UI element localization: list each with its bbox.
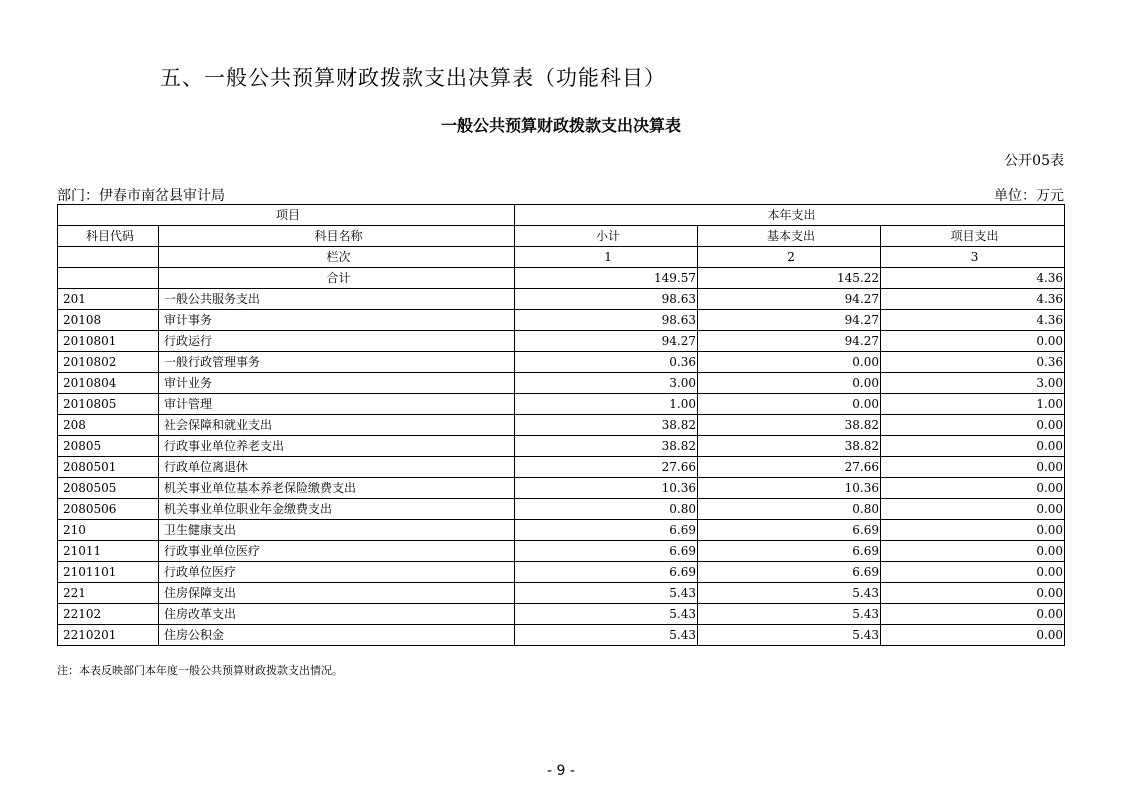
row-subtotal: 5.43 <box>515 583 698 604</box>
column-index-3: 3 <box>881 247 1065 268</box>
row-code: 221 <box>58 583 159 604</box>
row-basic: 0.00 <box>698 352 881 373</box>
row-subtotal: 94.27 <box>515 331 698 352</box>
total-empty-cell <box>58 268 159 289</box>
table-row <box>58 415 1065 436</box>
row-code: 2210201 <box>58 625 159 646</box>
row-basic: 27.66 <box>698 457 881 478</box>
row-basic: 5.43 <box>698 583 881 604</box>
index-empty-cell <box>58 247 159 268</box>
total-row <box>58 268 1065 289</box>
row-project: 0.00 <box>881 562 1065 583</box>
row-name: 社会保障和就业支出 <box>159 415 515 436</box>
column-header-name: 科目名称 <box>159 226 515 247</box>
row-code: 208 <box>58 415 159 436</box>
row-basic: 5.43 <box>698 625 881 646</box>
department-label: 部门：伊春市南岔县审计局 <box>57 188 225 204</box>
row-basic: 38.82 <box>698 415 881 436</box>
row-subtotal: 98.63 <box>515 310 698 331</box>
total-project: 4.36 <box>881 268 1065 289</box>
row-basic: 0.00 <box>698 373 881 394</box>
form-code: 公开05表 <box>1004 153 1064 169</box>
row-code: 2080505 <box>58 478 159 499</box>
row-code: 2101101 <box>58 562 159 583</box>
table-row <box>58 499 1065 520</box>
footnote: 注：本表反映部门本年度一般公共预算财政拨款支出情况。 <box>57 664 343 677</box>
row-basic: 94.27 <box>698 331 881 352</box>
row-project: 3.00 <box>881 373 1065 394</box>
row-project: 0.36 <box>881 352 1065 373</box>
unit-label: 单位：万元 <box>994 188 1064 204</box>
row-name: 机关事业单位职业年金缴费支出 <box>159 499 515 520</box>
row-basic: 94.27 <box>698 289 881 310</box>
row-subtotal: 6.69 <box>515 541 698 562</box>
row-name: 行政单位医疗 <box>159 562 515 583</box>
total-basic: 145.22 <box>698 268 881 289</box>
row-basic: 0.00 <box>698 394 881 415</box>
row-subtotal: 6.69 <box>515 520 698 541</box>
table-row <box>58 289 1065 310</box>
row-project: 0.00 <box>881 499 1065 520</box>
row-code: 2080506 <box>58 499 159 520</box>
row-name: 行政事业单位养老支出 <box>159 436 515 457</box>
row-subtotal: 5.43 <box>515 604 698 625</box>
row-code: 2010804 <box>58 373 159 394</box>
total-label: 合计 <box>159 268 515 289</box>
row-subtotal: 10.36 <box>515 478 698 499</box>
row-code: 2010801 <box>58 331 159 352</box>
table-row <box>58 352 1065 373</box>
row-project: 0.00 <box>881 457 1065 478</box>
row-subtotal: 6.69 <box>515 562 698 583</box>
column-header-subtotal: 小计 <box>515 226 698 247</box>
row-code: 20108 <box>58 310 159 331</box>
row-basic: 10.36 <box>698 478 881 499</box>
table-row <box>58 436 1065 457</box>
row-basic: 38.82 <box>698 436 881 457</box>
column-index-2: 2 <box>698 247 881 268</box>
row-name: 行政事业单位医疗 <box>159 541 515 562</box>
row-code: 2080501 <box>58 457 159 478</box>
table-row <box>58 310 1065 331</box>
row-basic: 6.69 <box>698 562 881 583</box>
row-project: 0.00 <box>881 478 1065 499</box>
row-project: 0.00 <box>881 625 1065 646</box>
table-row <box>58 457 1065 478</box>
row-project: 0.00 <box>881 436 1065 457</box>
table-row <box>58 331 1065 352</box>
row-name: 住房公积金 <box>159 625 515 646</box>
row-code: 22102 <box>58 604 159 625</box>
row-name: 住房改革支出 <box>159 604 515 625</box>
row-subtotal: 0.80 <box>515 499 698 520</box>
row-name: 机关事业单位基本养老保险缴费支出 <box>159 478 515 499</box>
table-row <box>58 478 1065 499</box>
page-heading: 五、一般公共预算财政拨款支出决算表（功能科目） <box>160 66 666 90</box>
row-name: 一般行政管理事务 <box>159 352 515 373</box>
table-row <box>58 583 1065 604</box>
row-code: 2010805 <box>58 394 159 415</box>
table-row <box>58 373 1065 394</box>
row-project: 0.00 <box>881 415 1065 436</box>
row-basic: 6.69 <box>698 541 881 562</box>
header-row-group <box>58 205 1065 226</box>
row-code: 21011 <box>58 541 159 562</box>
table-row <box>58 541 1065 562</box>
row-name: 行政运行 <box>159 331 515 352</box>
row-name: 一般公共服务支出 <box>159 289 515 310</box>
row-subtotal: 38.82 <box>515 436 698 457</box>
table-row <box>58 394 1065 415</box>
row-name: 行政单位离退休 <box>159 457 515 478</box>
row-name: 审计管理 <box>159 394 515 415</box>
row-project: 0.00 <box>881 604 1065 625</box>
header-current-year: 本年支出 <box>515 205 1065 226</box>
row-code: 2010802 <box>58 352 159 373</box>
row-name: 审计业务 <box>159 373 515 394</box>
header-item: 项目 <box>58 205 515 226</box>
table-row <box>58 625 1065 646</box>
row-subtotal: 0.36 <box>515 352 698 373</box>
column-header-basic: 基本支出 <box>698 226 881 247</box>
page-number: - 9 - <box>547 763 575 779</box>
row-project: 0.00 <box>881 583 1065 604</box>
row-subtotal: 5.43 <box>515 625 698 646</box>
row-index-label: 栏次 <box>159 247 515 268</box>
row-basic: 94.27 <box>698 310 881 331</box>
row-name: 住房保障支出 <box>159 583 515 604</box>
row-name: 审计事务 <box>159 310 515 331</box>
row-project: 0.00 <box>881 331 1065 352</box>
total-subtotal: 149.57 <box>515 268 698 289</box>
column-header-code: 科目代码 <box>58 226 159 247</box>
row-project: 4.36 <box>881 310 1065 331</box>
row-basic: 6.69 <box>698 520 881 541</box>
row-project: 0.00 <box>881 520 1065 541</box>
row-subtotal: 38.82 <box>515 415 698 436</box>
row-code: 20805 <box>58 436 159 457</box>
row-subtotal: 3.00 <box>515 373 698 394</box>
row-project: 0.00 <box>881 541 1065 562</box>
column-index-1: 1 <box>515 247 698 268</box>
row-project: 4.36 <box>881 289 1065 310</box>
row-code: 210 <box>58 520 159 541</box>
column-header-project: 项目支出 <box>881 226 1065 247</box>
table-row <box>58 520 1065 541</box>
row-project: 1.00 <box>881 394 1065 415</box>
table-title: 一般公共预算财政拨款支出决算表 <box>440 116 681 135</box>
budget-table <box>57 204 1065 646</box>
row-code: 201 <box>58 289 159 310</box>
row-subtotal: 1.00 <box>515 394 698 415</box>
row-basic: 5.43 <box>698 604 881 625</box>
row-subtotal: 27.66 <box>515 457 698 478</box>
row-name: 卫生健康支出 <box>159 520 515 541</box>
header-row-index <box>58 247 1065 268</box>
row-basic: 0.80 <box>698 499 881 520</box>
row-subtotal: 98.63 <box>515 289 698 310</box>
table-row <box>58 604 1065 625</box>
table-row <box>58 562 1065 583</box>
header-row-columns <box>58 226 1065 247</box>
